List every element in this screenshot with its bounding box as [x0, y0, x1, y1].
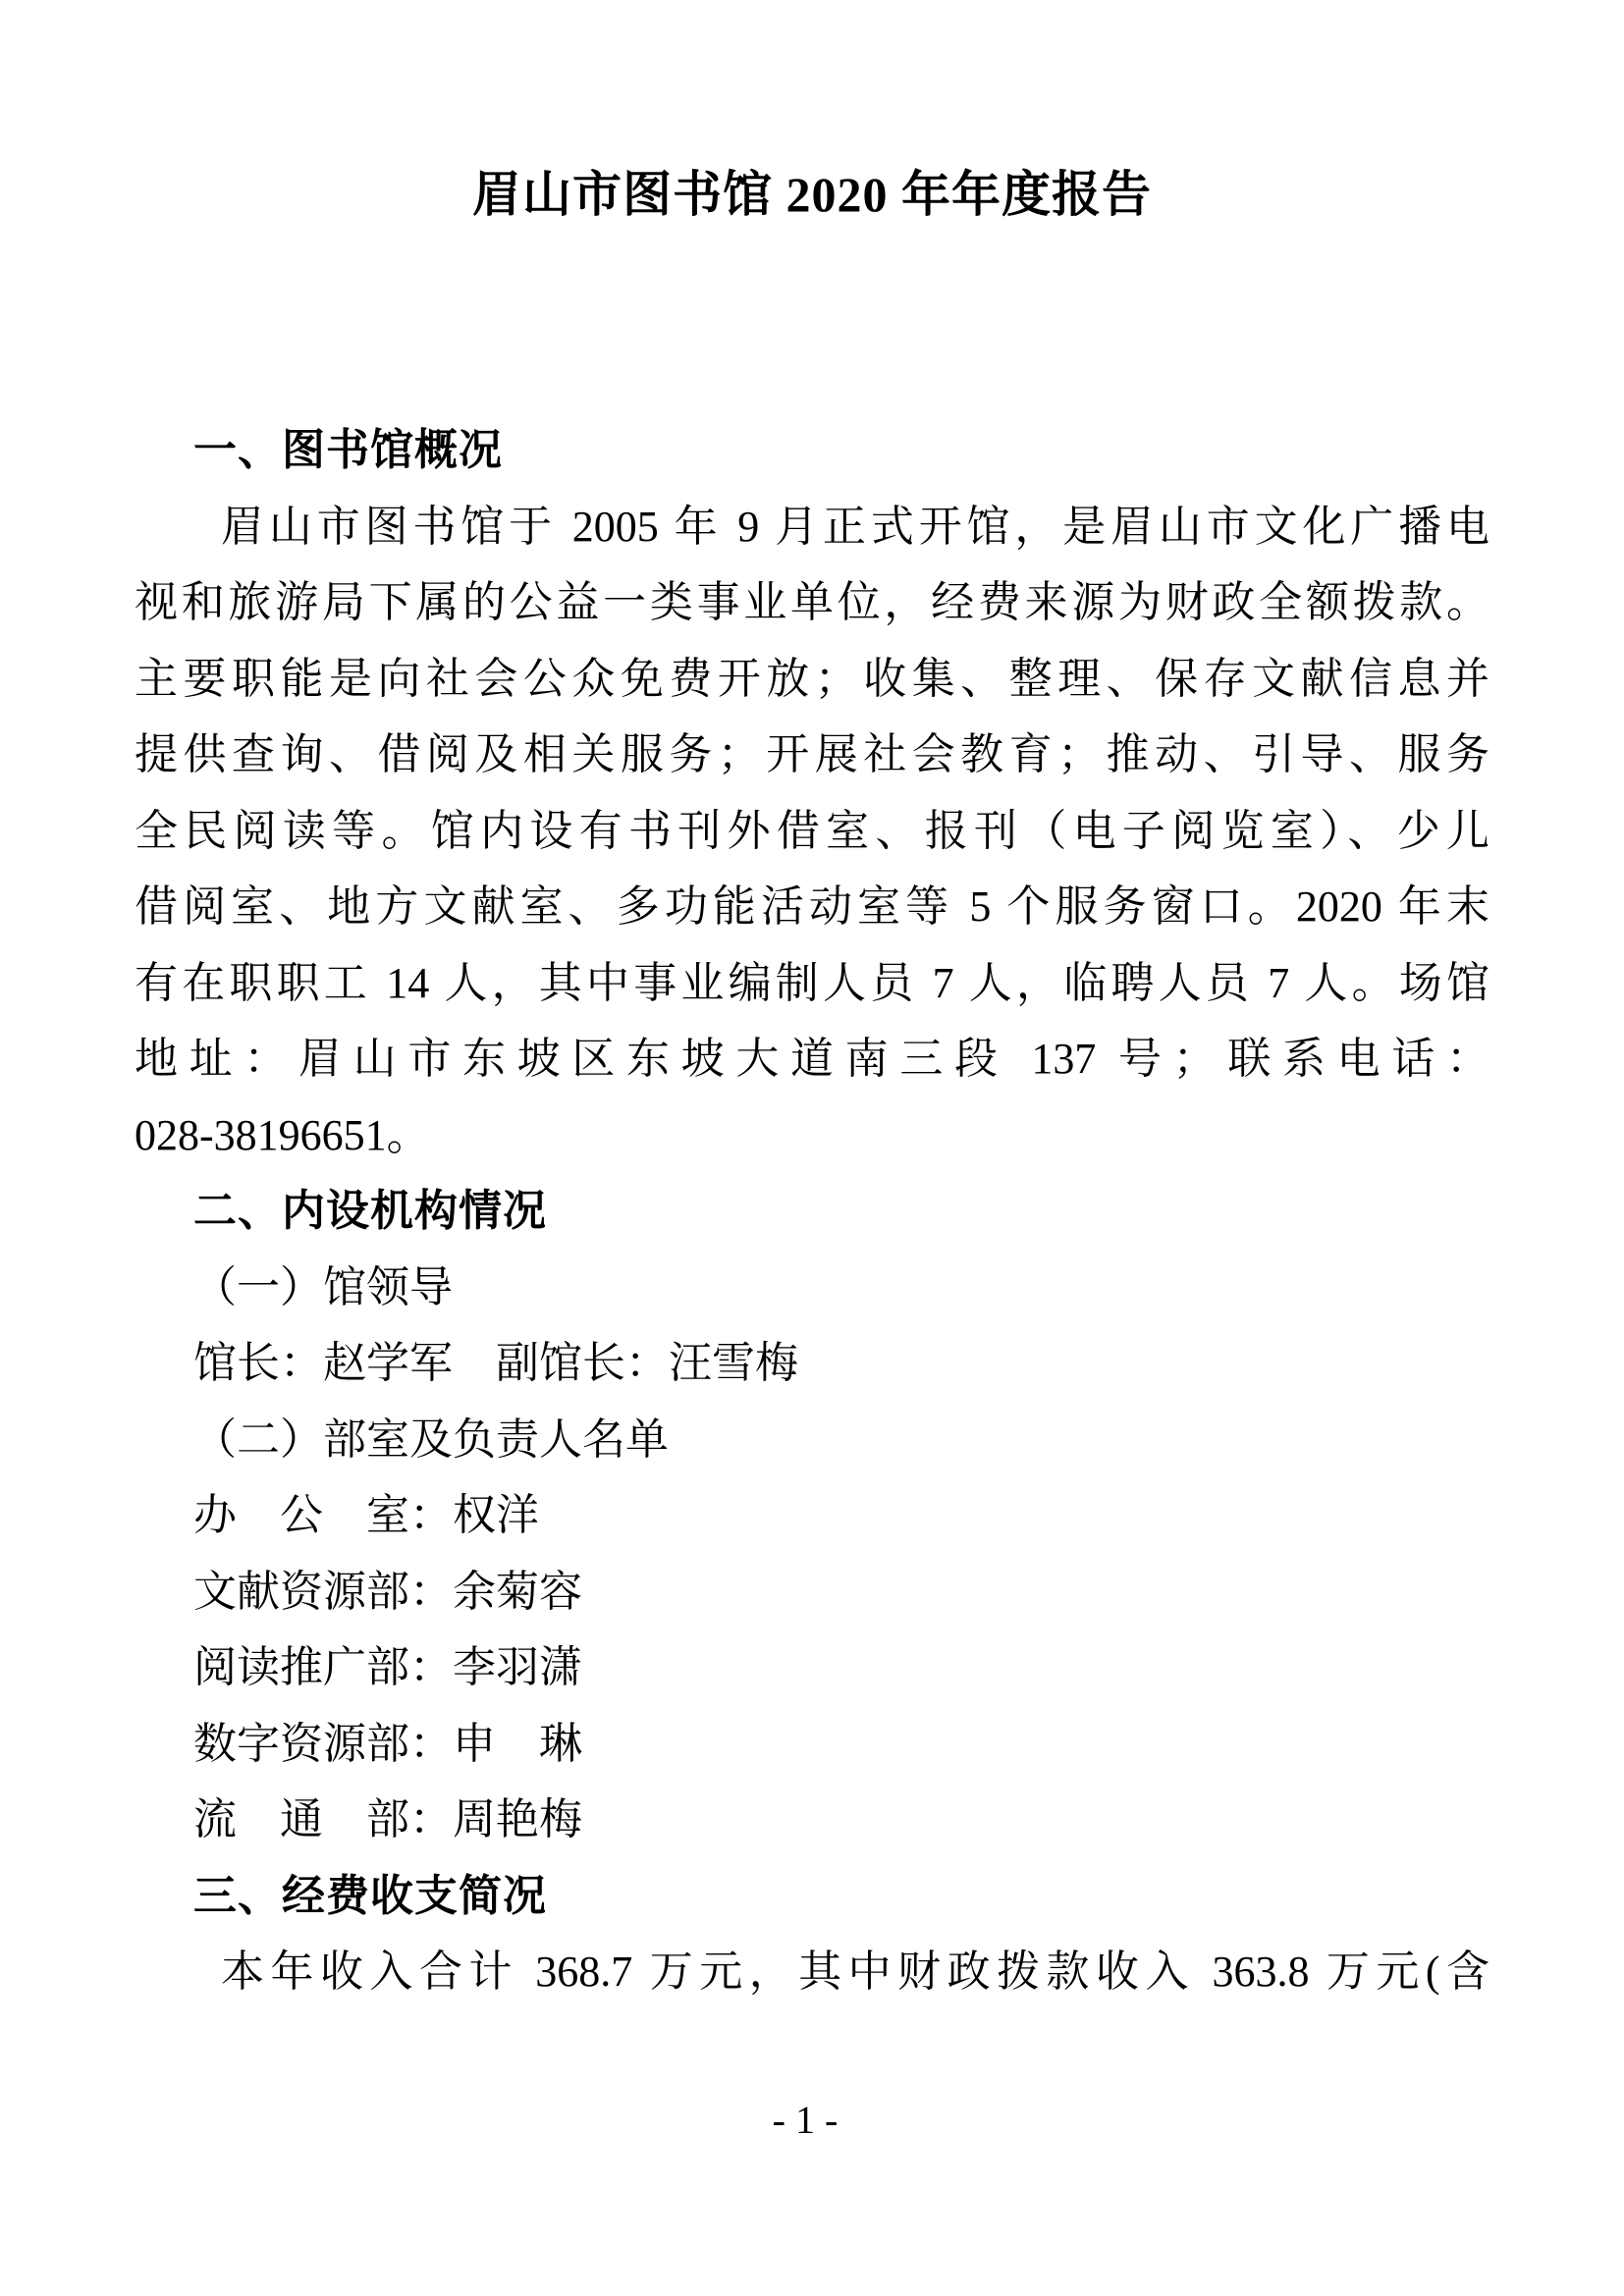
- department-line-office: 办 公 室：权洋: [193, 1491, 539, 1539]
- leaders-names-line: 馆长：赵学军 副馆长：汪雪梅: [193, 1339, 798, 1387]
- paragraph-line: 借阅室、地方文献室、多功能活动室等 5 个服务窗口。2020 年末: [135, 882, 1489, 931]
- section-heading-3: 三、经费收支简况: [193, 1871, 547, 1920]
- paragraph-line: 有在职职工 14 人，其中事业编制人员 7 人，临聘人员 7 人。场馆: [135, 958, 1489, 1007]
- department-line-reading: 阅读推广部：李羽潇: [193, 1643, 582, 1691]
- department-line-digital: 数字资源部：申 琳: [193, 1719, 582, 1768]
- paragraph-line: 地址：眉山市东坡区东坡大道南三段 137 号；联系电话：: [135, 1035, 1489, 1083]
- paragraph-line: 全民阅读等。馆内设有书刊外借室、报刊（电子阅览室）、少儿: [135, 806, 1489, 855]
- paragraph-line: 眉山市图书馆于 2005 年 9 月正式开馆，是眉山市文化广播电: [221, 502, 1489, 551]
- paragraph-line-phone: 028-38196651。: [135, 1110, 430, 1159]
- section-heading-2: 二、内设机构情况: [193, 1187, 547, 1235]
- paragraph-line: 视和旅游局下属的公益一类事业单位，经费来源为财政全额拨款。: [135, 578, 1489, 626]
- document-body: [135, 412, 1489, 2010]
- paragraph-line: 本年收入合计 368.7 万元，其中财政拨款收入 363.8 万元(含: [221, 1948, 1489, 1996]
- section-heading-1: 一、图书馆概况: [193, 426, 503, 474]
- subsection-departments-label: （二）部室及负责人名单: [193, 1415, 669, 1464]
- department-line-resources: 文献资源部：余菊容: [193, 1567, 582, 1616]
- department-line-circulation: 流 通 部：周艳梅: [193, 1795, 582, 1843]
- subsection-leaders-label: （一）馆领导: [193, 1262, 453, 1311]
- paragraph-line: 提供查询、借阅及相关服务；开展社会教育；推动、引导、服务: [135, 730, 1489, 778]
- page-number: - 1 -: [772, 2098, 839, 2142]
- paragraph-line: 主要职能是向社会公众免费开放；收集、整理、保存文献信息并: [135, 654, 1489, 703]
- document-title: 眉山市图书馆 2020 年年度报告: [472, 167, 1152, 222]
